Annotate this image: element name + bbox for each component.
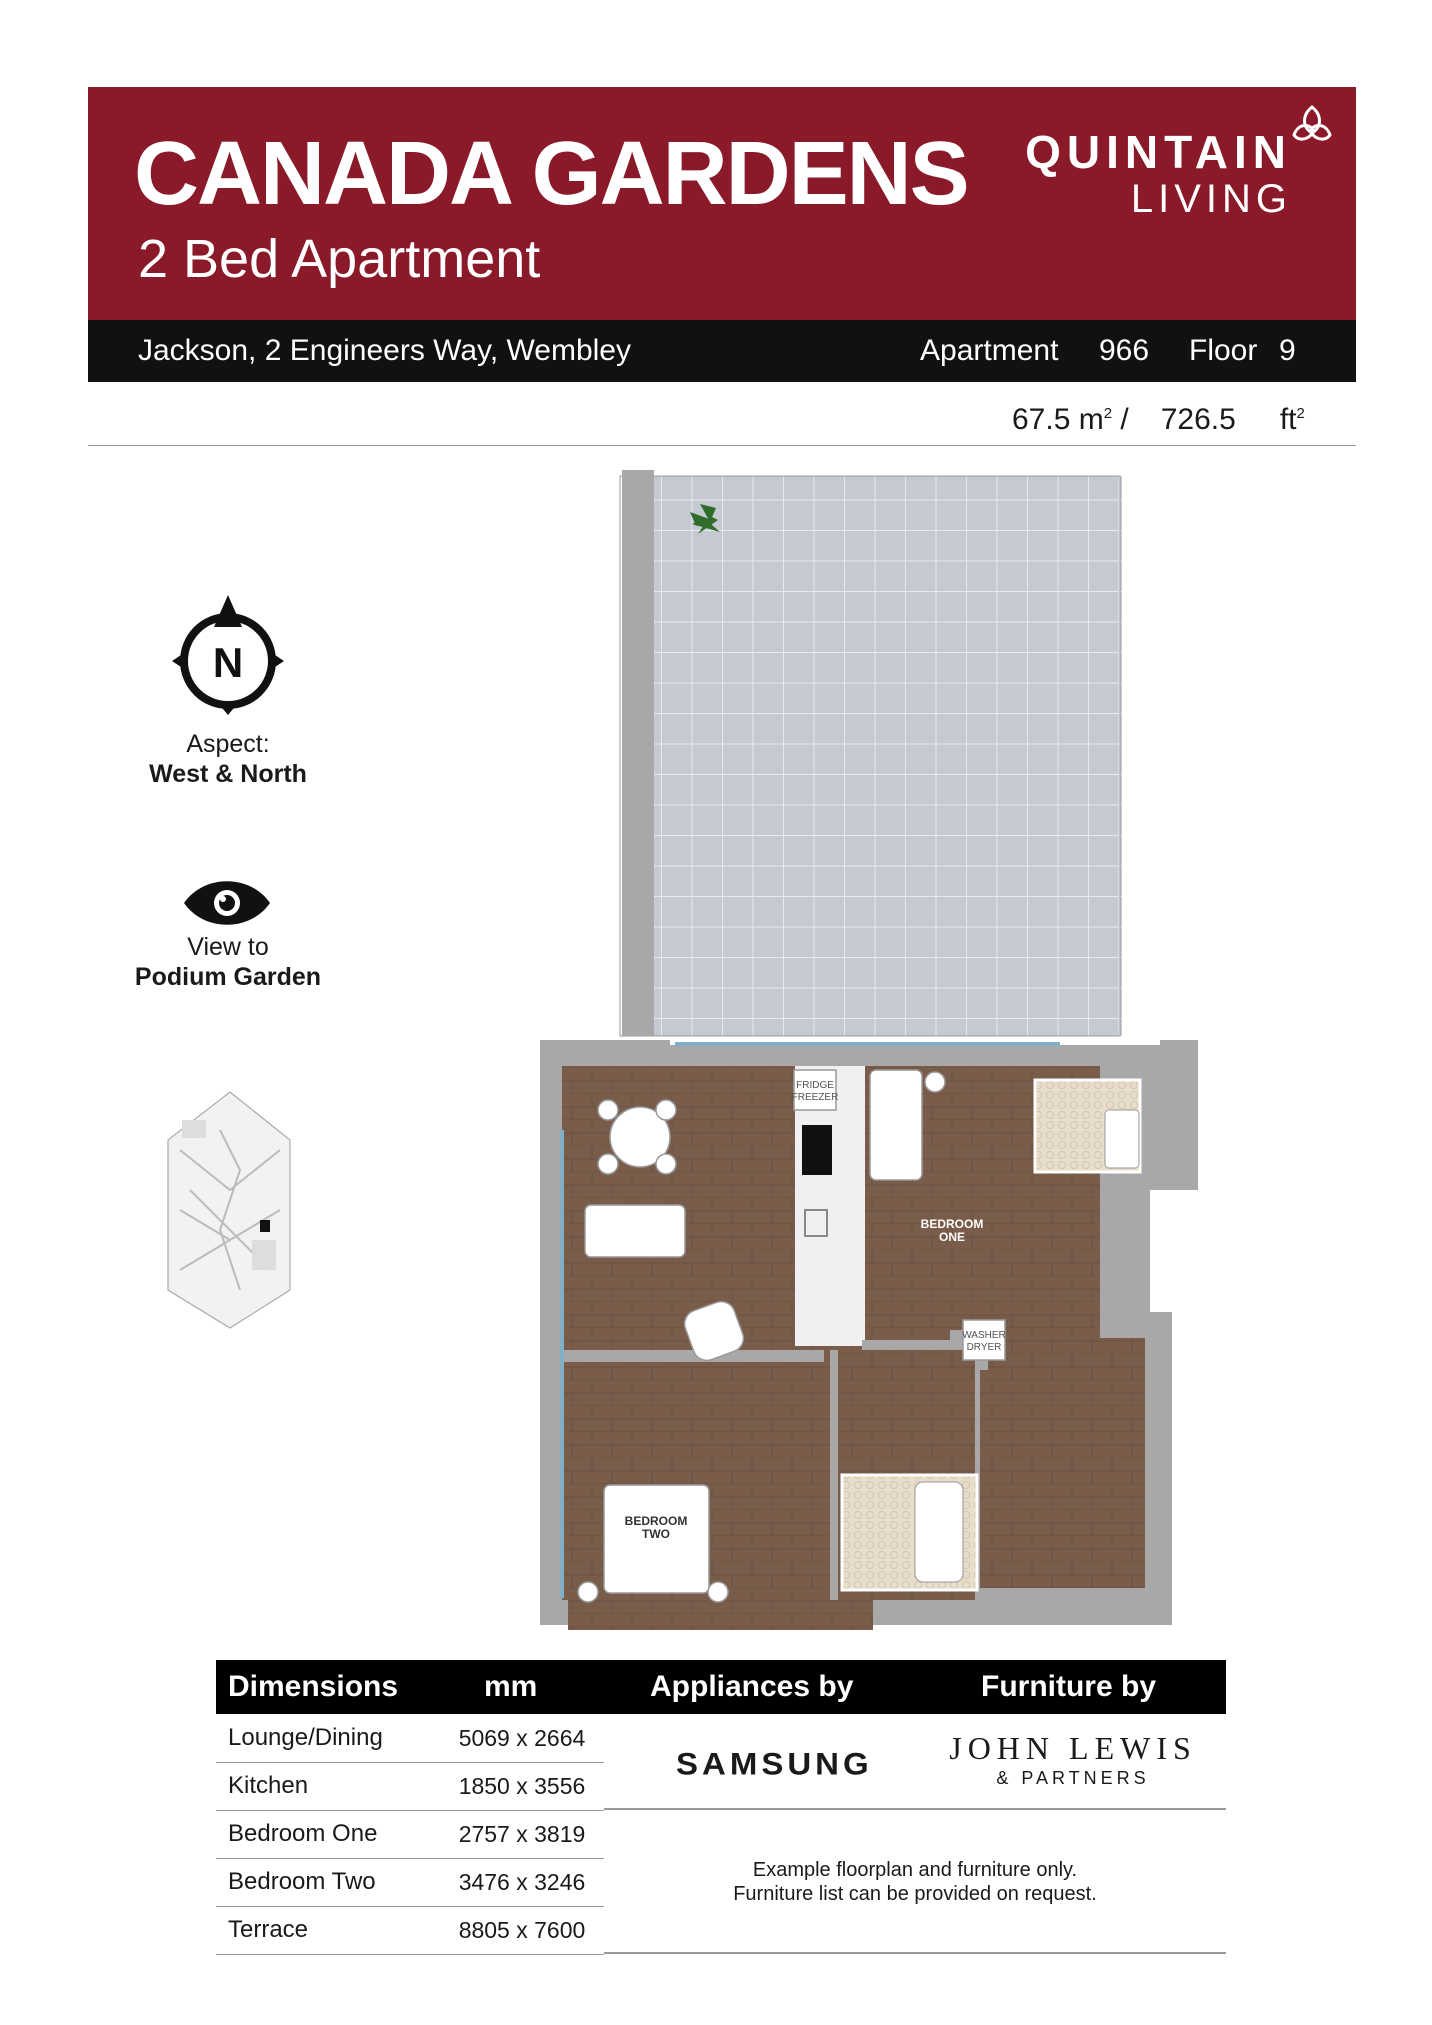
bedroom-one-label-1: BEDROOM (920, 1217, 984, 1231)
col-mm: mm (484, 1670, 538, 1703)
col-dimensions: Dimensions (228, 1670, 399, 1703)
bedroom-two-label-1: BEDROOM (624, 1514, 688, 1528)
room-size: 5069 x 2664 (458, 1725, 586, 1751)
bedroom-one-label-2: ONE (938, 1230, 966, 1244)
washer-label-1: WASHER (962, 1330, 1006, 1341)
aspect-value: West & North (149, 760, 307, 788)
apartment-type: 2 Bed Apartment (138, 229, 541, 289)
brand-name-line2: LIVING (1130, 177, 1292, 221)
apartment-number: 966 (1099, 334, 1150, 367)
brand-logo-icon (1288, 103, 1336, 149)
area-readout: 67.5 $m^2 / 726.5$ $ft^2$ (1012, 403, 1305, 436)
floor-plan (540, 470, 1200, 1630)
col-furniture: Furniture by (981, 1670, 1157, 1703)
disclaimer-line1: Example floorplan and furniture only. (752, 1859, 1078, 1881)
terrace (622, 476, 1122, 1036)
disclaimer-line2: Furniture list can be provided on request. (733, 1883, 1097, 1905)
view-label: View to (187, 933, 269, 961)
bedroom-two-label-2: TWO (642, 1527, 670, 1541)
room-size: 3476 x 3246 (458, 1869, 586, 1895)
furniture-brand-sub: & PARTNERS (996, 1768, 1150, 1788)
bath (915, 1482, 963, 1582)
info-bar (88, 320, 1356, 382)
room-name: Kitchen (228, 1772, 309, 1799)
room-size: 8805 x 7600 (458, 1917, 586, 1943)
divider (88, 445, 1356, 446)
fridge-label-2: FREEZER (791, 1092, 839, 1103)
room-name: Terrace (228, 1916, 309, 1943)
compass-letter: N (212, 639, 244, 686)
room-name: Lounge/Dining (228, 1724, 383, 1751)
col-appliances: Appliances by (650, 1670, 854, 1703)
key-plan (160, 1090, 295, 1330)
floor-label: Floor (1189, 334, 1258, 367)
floor-number: 9 (1279, 334, 1296, 367)
address: Jackson, 2 Engineers Way, Wembley (138, 334, 631, 367)
compass-icon (172, 593, 288, 717)
room-name: Bedroom One (228, 1820, 378, 1847)
aspect-label: Aspect: (186, 730, 270, 758)
table-row (216, 1858, 604, 1907)
view-value: Podium Garden (134, 963, 322, 991)
hob (802, 1125, 832, 1175)
room-size: 1850 x 3556 (458, 1773, 586, 1799)
room-size: 2757 x 3819 (458, 1821, 586, 1847)
area-sqft-unit: ft (1279, 403, 1297, 436)
fridge-label-1: FRIDGE (796, 1080, 834, 1091)
divider (604, 1952, 1226, 1954)
area-separator: / (1112, 403, 1129, 436)
single-bed (870, 1070, 922, 1180)
brand-name-line1: QUINTAIN (1025, 126, 1292, 178)
shower (1105, 1110, 1139, 1168)
key-plan-unit-marker (260, 1220, 270, 1232)
eye-icon (182, 880, 272, 926)
sofa (585, 1205, 685, 1257)
table-row (216, 1714, 604, 1763)
room-name: Bedroom Two (228, 1868, 376, 1895)
table-header (216, 1660, 1226, 1714)
header-band (88, 87, 1356, 320)
appliances-brand: SAMSUNG (676, 1745, 873, 1782)
area-sqm: 67.5 m (1012, 403, 1104, 436)
hall-storage (980, 1338, 1145, 1588)
table-row (216, 1810, 604, 1859)
terrace-wall (622, 470, 654, 1036)
furniture-brand: JOHN LEWIS (949, 1730, 1197, 1766)
table-row (216, 1762, 604, 1811)
apartment-label: Apartment (920, 334, 1059, 367)
development-title: CANADA GARDENS (134, 124, 968, 224)
table-row (216, 1906, 604, 1955)
divider (604, 1808, 1226, 1810)
area-sqft: 726.5 (1160, 403, 1236, 436)
washer-label-2: DRYER (966, 1342, 1002, 1353)
